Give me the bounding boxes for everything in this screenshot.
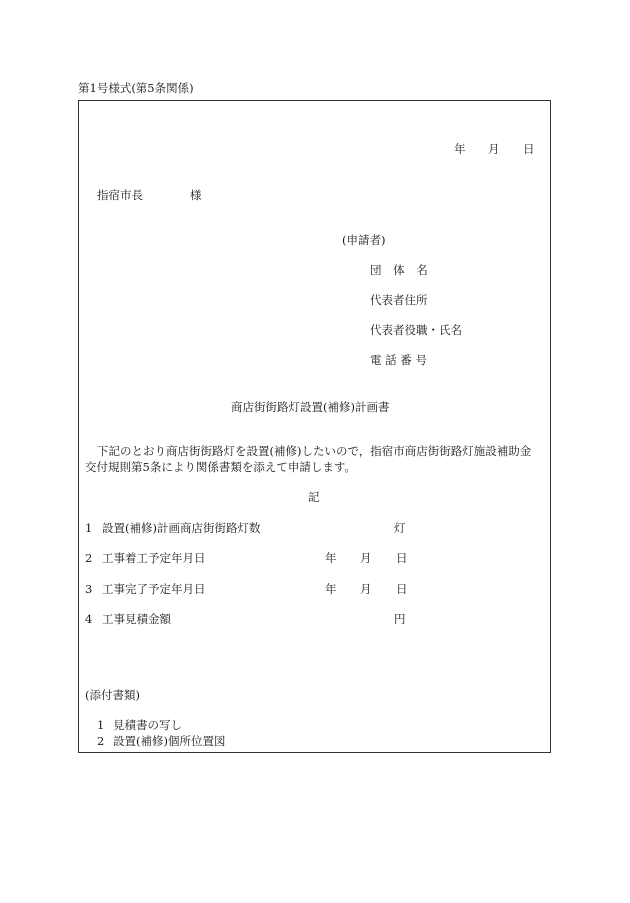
item-3-label: 工事完了予定年月日: [102, 582, 206, 596]
attachment-1-label: 見積書の写し: [113, 718, 182, 732]
item-2-year: 年: [325, 551, 337, 565]
item-3-year: 年: [325, 582, 337, 596]
attachment-2-num: 2: [97, 734, 105, 748]
applicant-field-group-name: 団 体 名: [370, 263, 432, 277]
body-line-2: 交付規則第5条により関係書類を添えて申請します。: [85, 460, 356, 474]
addressee-name: 指宿市長: [97, 188, 143, 202]
item-2-num: 2: [85, 551, 93, 565]
applicant-field-phone: 電 話 番 号: [370, 353, 427, 367]
item-2-label: 工事着工予定年月日: [102, 551, 206, 565]
item-1-label: 設置(補修)計画商店街街路灯数: [102, 521, 261, 535]
item-4-label: 工事見積金額: [102, 612, 171, 626]
form-frame: [78, 100, 551, 753]
item-2-month: 月: [360, 551, 372, 565]
item-1-num: 1: [85, 521, 93, 535]
applicant-heading: (申請者): [342, 233, 386, 247]
item-3-num: 3: [85, 582, 93, 596]
item-2-day: 日: [396, 551, 408, 565]
form-label: 第1号様式(第5条関係): [78, 81, 194, 95]
date-month-label: 月: [488, 142, 500, 156]
date-year-label: 年: [454, 142, 466, 156]
item-4-unit: 円: [394, 612, 406, 626]
applicant-field-title-name: 代表者役職・氏名: [370, 323, 462, 337]
body-line-1: 下記のとおり商店街街路灯を設置(補修)したいので，指宿市商店街街路灯施設補助金: [97, 444, 532, 458]
attachment-1-num: 1: [97, 718, 105, 732]
document-title: 商店街街路灯設置(補修)計画書: [231, 400, 390, 414]
ki-heading: 記: [308, 490, 320, 504]
applicant-field-address: 代表者住所: [370, 293, 428, 307]
item-1-unit: 灯: [394, 521, 406, 535]
attachment-2-label: 設置(補修)個所位置図: [113, 734, 226, 748]
item-3-day: 日: [396, 582, 408, 596]
item-4-num: 4: [85, 612, 93, 626]
attachments-heading: (添付書類): [85, 688, 140, 702]
date-day-label: 日: [523, 142, 535, 156]
addressee-honorific: 様: [190, 188, 202, 202]
item-3-month: 月: [360, 582, 372, 596]
